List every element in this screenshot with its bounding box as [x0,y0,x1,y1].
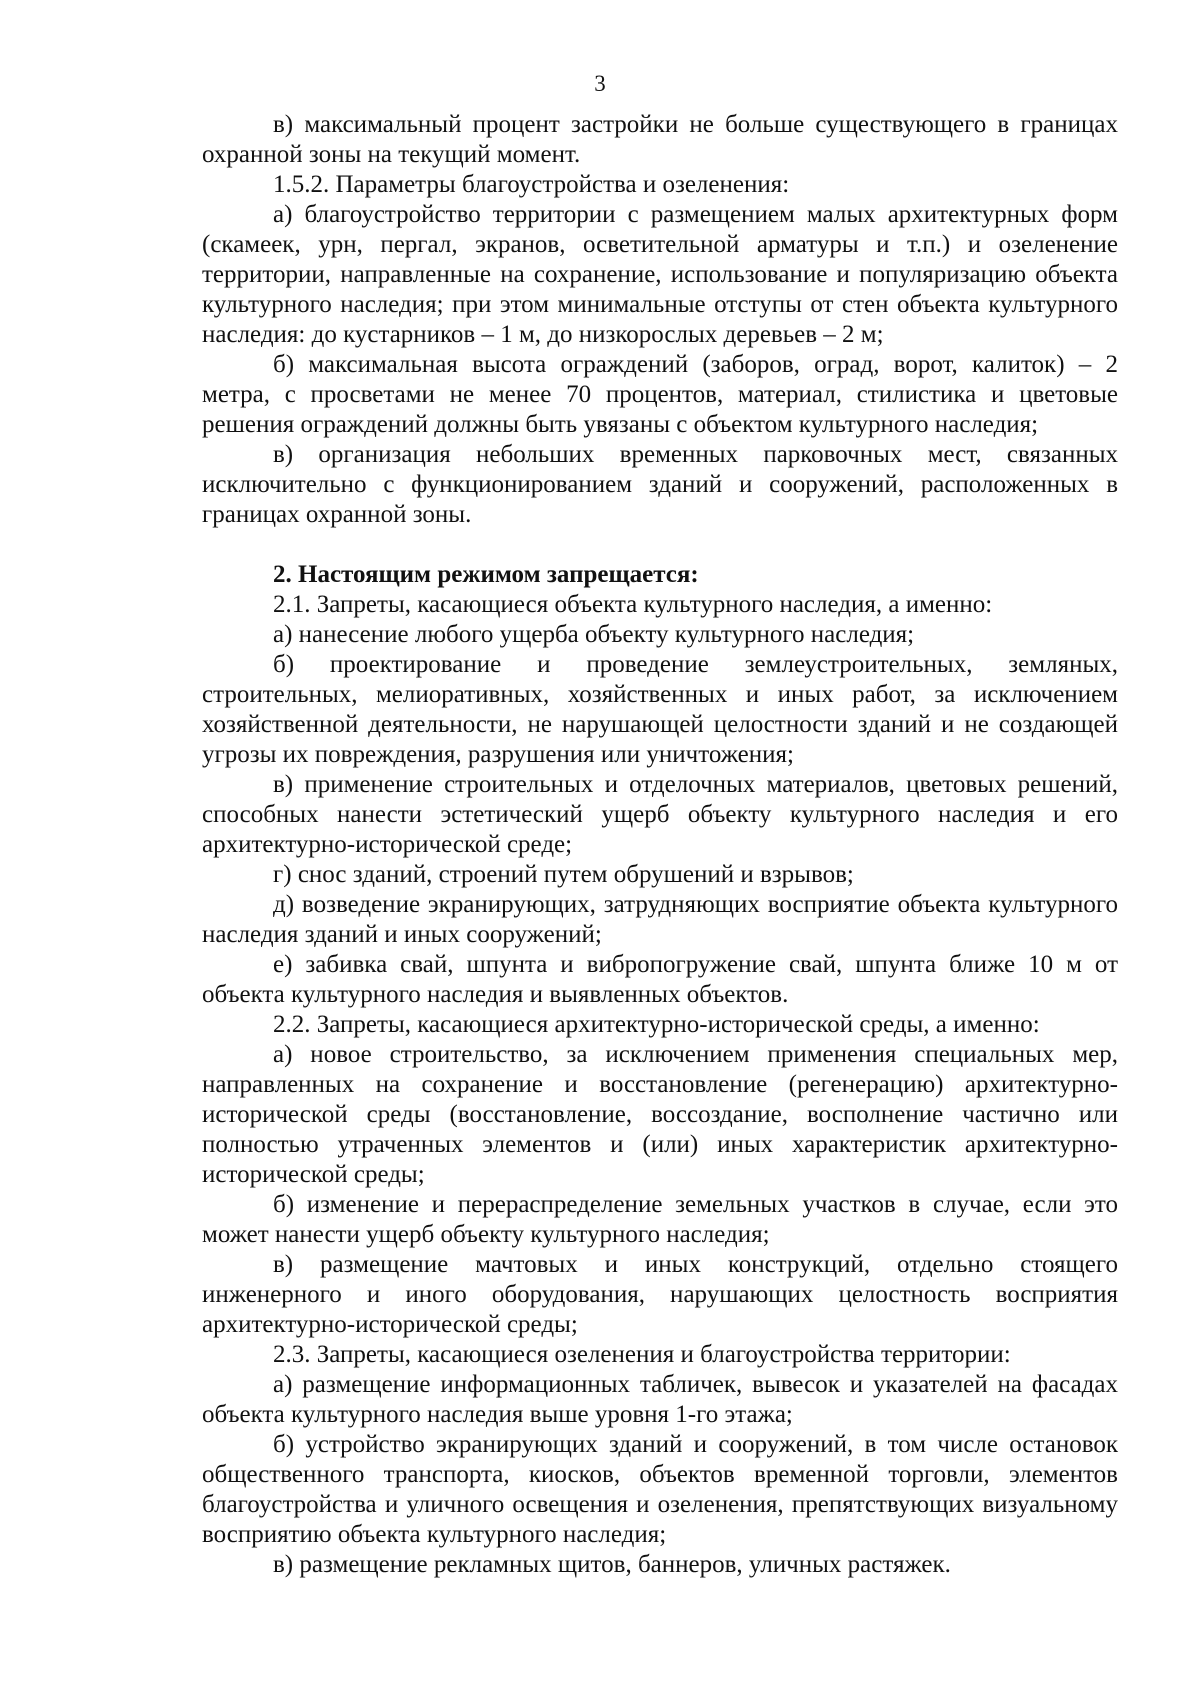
paragraph: 2.3. Запреты, касающиеся озеленения и благоустройства территории: [273,1341,1011,1368]
paragraph: а) нанесение любого ущерба объекту культурного наследия; [273,621,915,648]
paragraph: в) применение строительных и отделочных материалов, цветовых решений, способных нанести эстетический ущерб объекту культурного наследия и его архитектурно-исторической среде; [202,771,1118,858]
paragraph: в) размещение мачтовых и иных конструкций, отдельно стоящего инженерного и иного оборудования, нарушающих целостность восприятия архитектурно-исторической среды; [202,1251,1118,1338]
page-number: 3 [594,71,606,96]
paragraph: а) новое строительство, за исключением применения специальных мер, направленных на сохранение и восстановление (регенерацию) архитектурно-исторической среды (восстановление, воссоздание, восполнение частично или полностью утраченных элементов и (или) иных характеристик архитектурно-исторической среды; [202,1041,1118,1188]
paragraph: в) организация небольших временных парковочных мест, связанных исключительно с функционированием зданий и сооружений, расположенных в границах охранной зоны. [202,441,1118,528]
paragraph: 2.1. Запреты, касающиеся объекта культурного наследия, а именно: [273,591,993,618]
paragraph: в) размещение рекламных щитов, баннеров, уличных растяжек. [273,1551,951,1578]
section-spacer [202,530,1118,560]
paragraph: б) устройство экранирующих зданий и сооружений, в том числе остановок общественного транспорта, киосков, объектов временной торговли, элементов благоустройства и уличного освещения и озеленения, препятствующих визуальному восприятию объекта культурного наследия; [202,1431,1118,1548]
paragraph: а) благоустройство территории с размещением малых архитектурных форм (скамеек, урн, пергал, экранов, осветительной арматуры и т.п.) и озеленение территории, направленные на сохранение, использование и популяризацию объекта культурного наследия; при этом минимальные отступы от стен объекта культурного наследия: до кустарников – 1 м, до низкорослых деревьев – 2 м; [202,201,1118,348]
section-heading: 2. Настоящим режимом запрещается: [273,561,699,588]
paragraph: а) размещение информационных табличек, вывесок и указателей на фасадах объекта культурного наследия выше уровня 1-го этажа; [202,1371,1118,1428]
paragraph: б) изменение и перераспределение земельных участков в случае, если это может нанести ущерб объекту культурного наследия; [202,1191,1118,1248]
paragraph: б) проектирование и проведение землеустроительных, земляных, строительных, мелиоративных, хозяйственных и иных работ, за исключением хозяйственной деятельности, не нарушающей целостности зданий и не создающей угрозы их повреждения, разрушения или уничтожения; [202,651,1118,768]
paragraph: е) забивка свай, шпунта и вибропогружение свай, шпунта ближе 10 м от объекта культурного наследия и выявленных объектов. [202,951,1118,1008]
paragraph: г) снос зданий, строений путем обрушений и взрывов; [273,861,854,888]
document-body [202,110,1118,1580]
paragraph: 2.2. Запреты, касающиеся архитектурно-исторической среды, а именно: [273,1011,1040,1038]
paragraph: б) максимальная высота ограждений (заборов, оград, ворот, калиток) – 2 метра, с просветами не менее 70 процентов, материал, стилистика и цветовые решения ограждений должны быть увязаны с объектом культурного наследия; [202,351,1118,438]
paragraph: 1.5.2. Параметры благоустройства и озеленения: [273,171,790,198]
paragraph: д) возведение экранирующих, затрудняющих восприятие объекта культурного наследия зданий и иных сооружений; [202,891,1118,948]
paragraph: в) максимальный процент застройки не больше существующего в границах охранной зоны на текущий момент. [202,111,1118,168]
